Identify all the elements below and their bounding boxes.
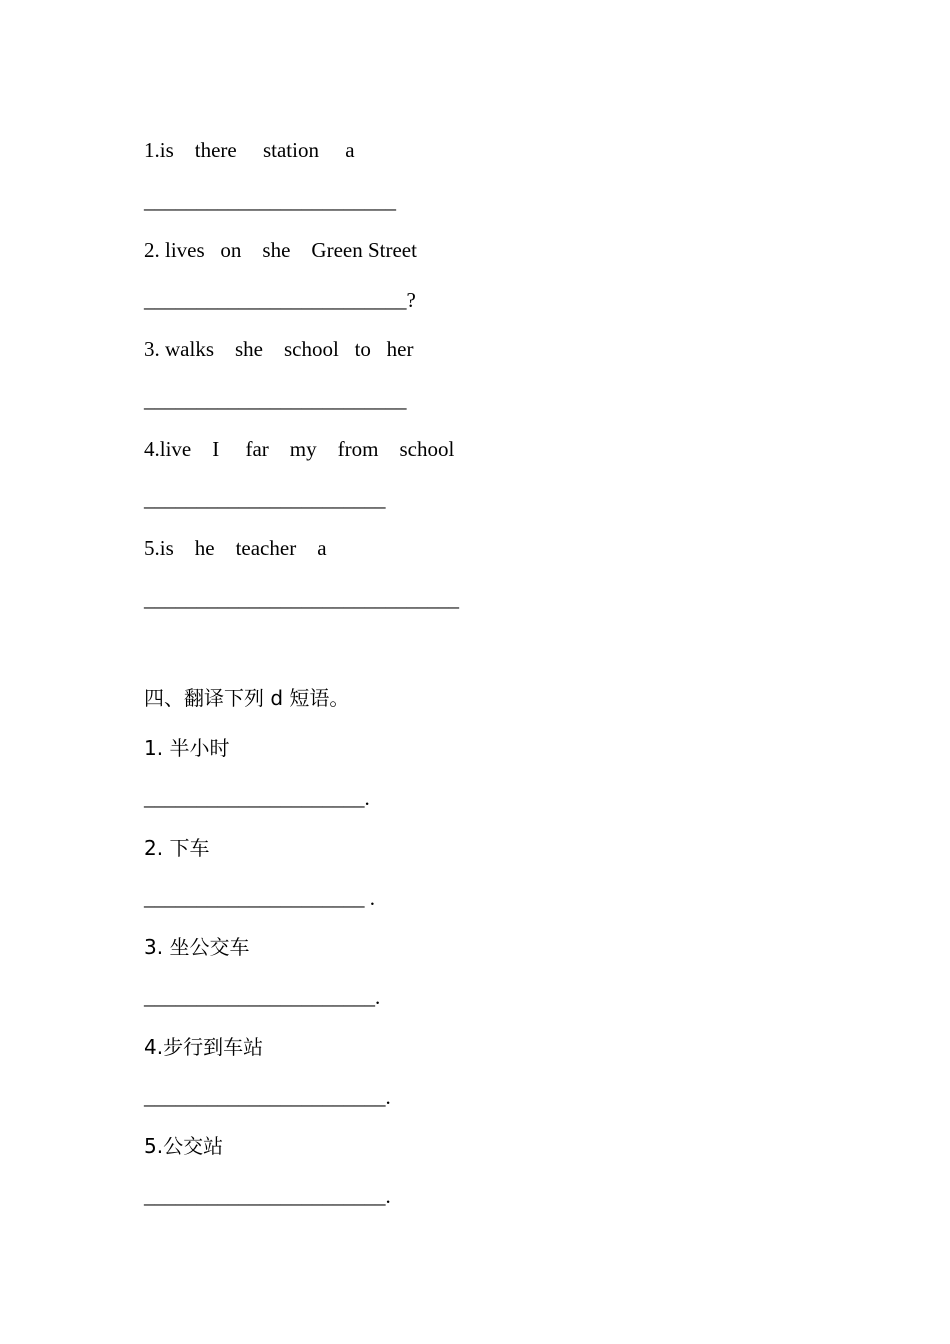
reorder-item-5-words: 5.is he teacher a	[144, 536, 327, 560]
section-4-heading: 四、翻译下列 d 短语。	[144, 686, 350, 710]
translate-item-4-prompt: 4.步行到车站	[144, 1035, 264, 1059]
reorder-item-4-words: 4.live I far my from school	[144, 437, 455, 461]
translate-item-1-prompt: 1. 半小时	[144, 736, 230, 760]
reorder-item-4-answer-line: _______________________	[144, 487, 386, 511]
translate-item-2-prompt: 2. 下车	[144, 836, 210, 860]
translate-item-4-answer-line: _______________________.	[144, 1085, 391, 1109]
translate-item-2-answer-line: _____________________ .	[144, 886, 375, 910]
reorder-item-5-answer-line: ______________________________	[144, 587, 459, 611]
reorder-item-3-words: 3. walks she school to her	[144, 337, 414, 361]
reorder-item-3-answer-line: _________________________	[144, 388, 407, 412]
translate-item-5-answer-line: _______________________.	[144, 1184, 391, 1208]
translate-item-3-prompt: 3. 坐公交车	[144, 935, 250, 959]
translate-item-1-answer-line: _____________________.	[144, 786, 370, 810]
reorder-item-2-words: 2. lives on she Green Street	[144, 238, 417, 262]
reorder-item-2-answer-line: _________________________?	[144, 288, 416, 312]
reorder-item-1-answer-line: ________________________	[144, 189, 396, 213]
translate-item-5-prompt: 5.公交站	[144, 1134, 224, 1158]
translate-item-3-answer-line: ______________________.	[144, 985, 381, 1009]
reorder-item-1-words: 1.is there station a	[144, 138, 355, 162]
